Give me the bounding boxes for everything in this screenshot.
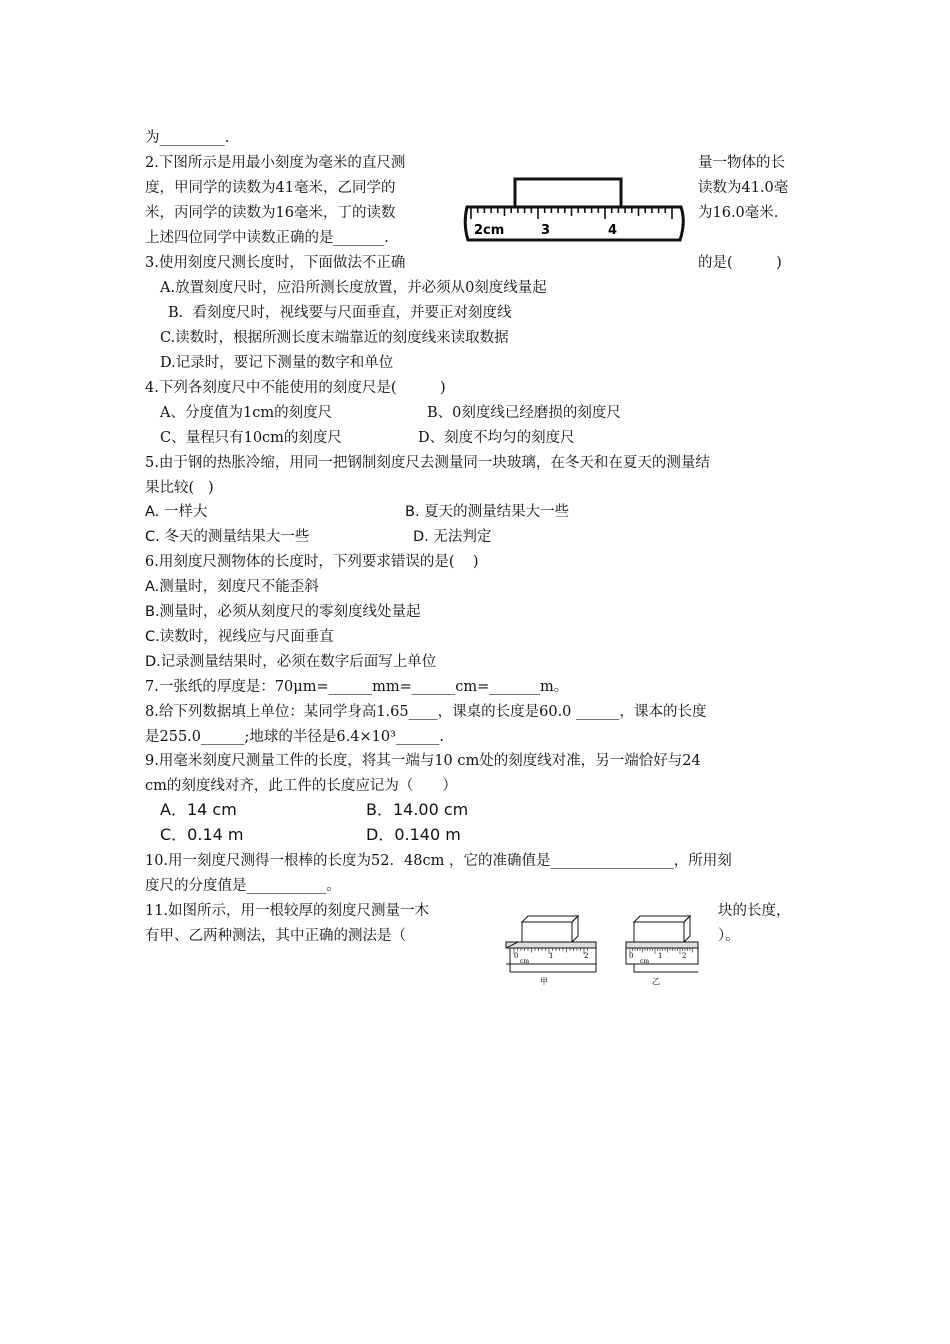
yi-two: 2: [682, 952, 687, 960]
yi-zero: 0: [629, 952, 634, 960]
ruler-label-3: 3: [541, 223, 551, 238]
q2-line-c: 米，丙同学的读数为16毫米，丁的读数: [145, 205, 396, 221]
jia-cm: cm: [520, 958, 530, 965]
line-1: 为_________.: [145, 130, 230, 146]
q5-option-c: C. 冬天的测量结果大一些: [145, 529, 310, 545]
method-yi: [626, 916, 698, 986]
q10-stem-b: 度尺的分度值是___________。: [145, 878, 341, 894]
q6-stem: 6.用刻度尺测物体的长度时，下列要求错误的是( ): [145, 554, 479, 570]
q8-stem-b: 是255.0______;地球的半径是6.4×10³______.: [145, 729, 444, 745]
q6-option-d: D.记录测量结果时，必须在数字后面写上单位: [145, 654, 437, 670]
q2-right-2: 读数为41.0毫: [698, 180, 789, 196]
method-jia: [506, 916, 596, 986]
q7-stem: 7.一张纸的厚度是：70μm=______mm=______cm=_______m。: [145, 679, 569, 695]
q4-option-d: D、刻度不均匀的刻度尺: [418, 430, 575, 446]
q4-option-a: A、分度值为1cm的刻度尺: [160, 405, 333, 421]
jia-zero: 0: [514, 952, 519, 960]
q9-option-d: D．0.140 m: [366, 825, 461, 844]
q3-option-a: A.放置刻度尺时，应沿所测长度放置，并必须从0刻度线量起: [160, 280, 547, 296]
q3-option-d: D.记录时，要记下测量的数字和单位: [160, 355, 394, 371]
q8-stem-a: 8.给下列数据填上单位：某同学身高1.65____，课桌的长度是60.0 ______，课本的长度: [145, 704, 707, 720]
q6-option-c: C.读数时，视线应与尺面垂直: [145, 629, 334, 645]
q9-option-a: A．14 cm: [160, 800, 237, 819]
q2-line-a: 2.下图所示是用最小刻度为毫米的直尺测: [145, 155, 406, 171]
q9-stem-b: cm的刻度线对齐，此工件的长度应记为（ ）: [145, 778, 457, 794]
q11-stem-b: 有甲、乙两种测法，其中正确的测法是（: [145, 928, 406, 944]
q4-option-b: B、0刻度线已经磨损的刻度尺: [427, 405, 621, 421]
ruler-figure: [462, 174, 688, 244]
q3-stem-right: 的是( ): [698, 255, 782, 271]
jia-caption: 甲: [540, 977, 548, 986]
q3-stem: 3.使用刻度尺测长度时，下面做法不正确: [145, 255, 406, 271]
q11-figure: [498, 908, 708, 988]
q11-stem-a: 11.如图所示，用一根较厚的刻度尺测量一木: [145, 903, 430, 919]
yi-cm: cm: [640, 958, 650, 965]
ruler-label-2cm: 2cm: [474, 223, 505, 238]
q2-line-d: 上述四位同学中读数正确的是_______.: [145, 230, 389, 246]
q6-option-a: A.测量时，刻度尺不能歪斜: [145, 579, 319, 595]
jia-one: 1: [549, 952, 554, 960]
q4-stem: 4.下列各刻度尺中不能使用的刻度尺是( ): [145, 380, 446, 396]
yi-caption: 乙: [652, 977, 660, 986]
q5-option-d: D. 无法判定: [413, 529, 492, 545]
q2-right-1: 量一物体的长: [698, 155, 785, 171]
q5-stem-b: 果比较( ): [145, 480, 214, 496]
ruler-label-4: 4: [608, 223, 618, 238]
q9-stem-a: 9.用毫米刻度尺测量工件的长度，将其一端与10 cm处的刻度线对准，另一端恰好与24: [145, 753, 701, 769]
q11-right-2: ）。: [718, 928, 740, 944]
q5-stem-a: 5.由于钢的热胀冷缩，用同一把钢制刻度尺去测量同一块玻璃，在冬天和在夏天的测量结: [145, 455, 710, 471]
q11-right-1: 块的长度，: [718, 903, 791, 919]
q3-option-b: B. 看刻度尺时，视线要与尺面垂直，并要正对刻度线: [168, 305, 512, 321]
q6-option-b: B.测量时，必须从刻度尺的零刻度线处量起: [145, 604, 421, 620]
q9-option-c: C．0.14 m: [160, 825, 244, 844]
q3-option-c: C.读数时，根据所测长度末端靠近的刻度线来读取数据: [160, 330, 509, 346]
q2-right-3: 为16.0毫米.: [698, 205, 779, 221]
q2-line-b: 度，甲同学的读数为41毫米，乙同学的: [145, 180, 396, 196]
jia-two: 2: [584, 952, 589, 960]
q4-option-c: C、量程只有10cm的刻度尺: [160, 430, 342, 446]
q5-option-b: B. 夏天的测量结果大一些: [405, 504, 570, 520]
q10-stem-a: 10.用一刻度尺测得一根棒的长度为52．48cm ，它的准确值是_________________，所用刻: [145, 853, 732, 869]
q9-option-b: B．14.00 cm: [366, 800, 469, 819]
yi-one: 1: [658, 952, 663, 960]
q5-option-a: A. 一样大: [145, 504, 208, 520]
